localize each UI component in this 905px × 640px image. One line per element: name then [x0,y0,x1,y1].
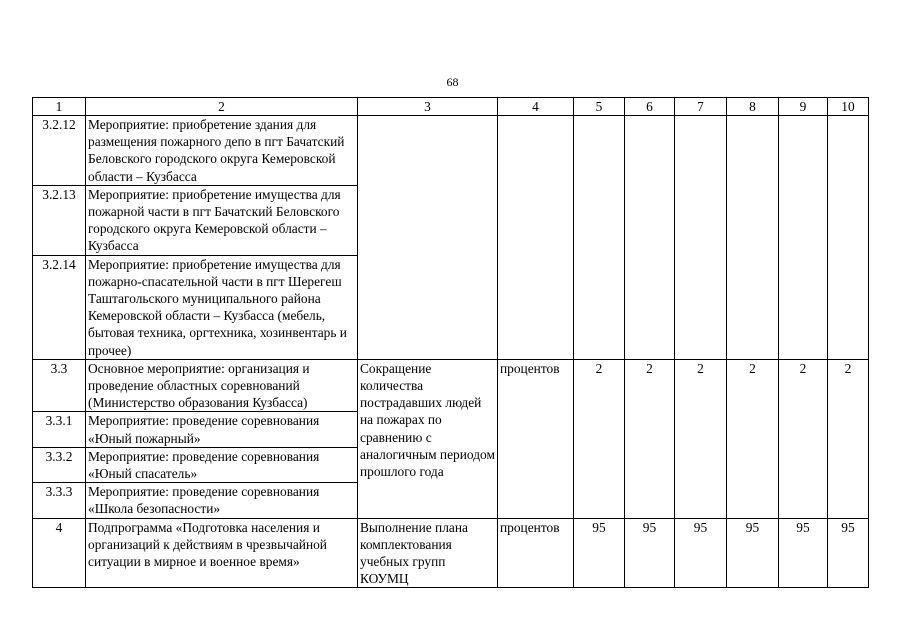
indicator-cell: Выполнение плана комплектования учебных групп КОУМЦ [358,518,498,588]
table-row [33,518,869,588]
row-number: 3.3 [33,359,86,412]
value-cell: 2 [675,359,727,518]
table-row [33,359,869,412]
unit-cell: процентов [498,518,574,588]
value-cell: 2 [574,359,625,518]
unit-cell [498,116,574,360]
value-cell: 2 [779,359,828,518]
value-cell [727,116,779,360]
page-number: 68 [446,75,459,89]
header-cell: 10 [828,98,869,116]
value-cell: 2 [625,359,675,518]
program-table [32,97,869,588]
value-cell: 95 [779,518,828,588]
row-number: 3.3.2 [33,447,86,482]
row-name: Подпрограмма «Подготовка населения и организаций к действиям в чрезвычайной ситуации в мирное и военное время» [86,518,358,588]
value-cell [779,116,828,360]
row-number: 3.3.3 [33,483,86,518]
value-cell [828,116,869,360]
row-number: 4 [33,518,86,588]
row-name: Мероприятие: приобретение имущества для пожарной части в пгт Бачатский Беловского городского округа Кемеровской области – Кузбасса [86,185,358,255]
value-cell: 2 [828,359,869,518]
header-cell: 7 [675,98,727,116]
row-name: Мероприятие: проведение соревнования «Школа безопасности» [86,483,358,518]
value-cell: 2 [727,359,779,518]
indicator-cell [358,116,498,360]
header-cell: 1 [33,98,86,116]
header-cell: 5 [574,98,625,116]
value-cell [675,116,727,360]
row-name: Мероприятие: проведение соревнования «Юный спасатель» [86,447,358,482]
header-cell: 6 [625,98,675,116]
value-cell: 95 [625,518,675,588]
header-cell: 4 [498,98,574,116]
row-number: 3.2.12 [33,116,86,186]
value-cell: 95 [828,518,869,588]
value-cell [625,116,675,360]
row-number: 3.3.1 [33,412,86,447]
row-name: Мероприятие: приобретение имущества для пожарно-спасательной части в пгт Шерегеш Таштагольского муниципального района Кемеровской области – Кузбасса (мебель, бытовая техника, оргтехника, хозинвентарь и прочее) [86,255,358,359]
value-cell: 95 [727,518,779,588]
value-cell: 95 [675,518,727,588]
header-cell: 9 [779,98,828,116]
row-name: Мероприятие: приобретение здания для размещения пожарного депо в пгт Бачатский Беловского городского округа Кемеровской области – Кузбасса [86,116,358,186]
header-cell: 2 [86,98,358,116]
header-cell: 3 [358,98,498,116]
table-row [33,116,869,186]
row-name: Мероприятие: проведение соревнования «Юный пожарный» [86,412,358,447]
indicator-cell: Сокращение количества пострадавших людей на пожарах по сравнению с аналогичным периодом прошлого года [358,359,498,518]
row-name: Основное мероприятие: организация и проведение областных соревнований (Министерство образования Кузбасса) [86,359,358,412]
row-number: 3.2.13 [33,185,86,255]
header-cell: 8 [727,98,779,116]
unit-cell: процентов [498,359,574,518]
row-number: 3.2.14 [33,255,86,359]
header-row [33,98,869,116]
value-cell [574,116,625,360]
value-cell: 95 [574,518,625,588]
